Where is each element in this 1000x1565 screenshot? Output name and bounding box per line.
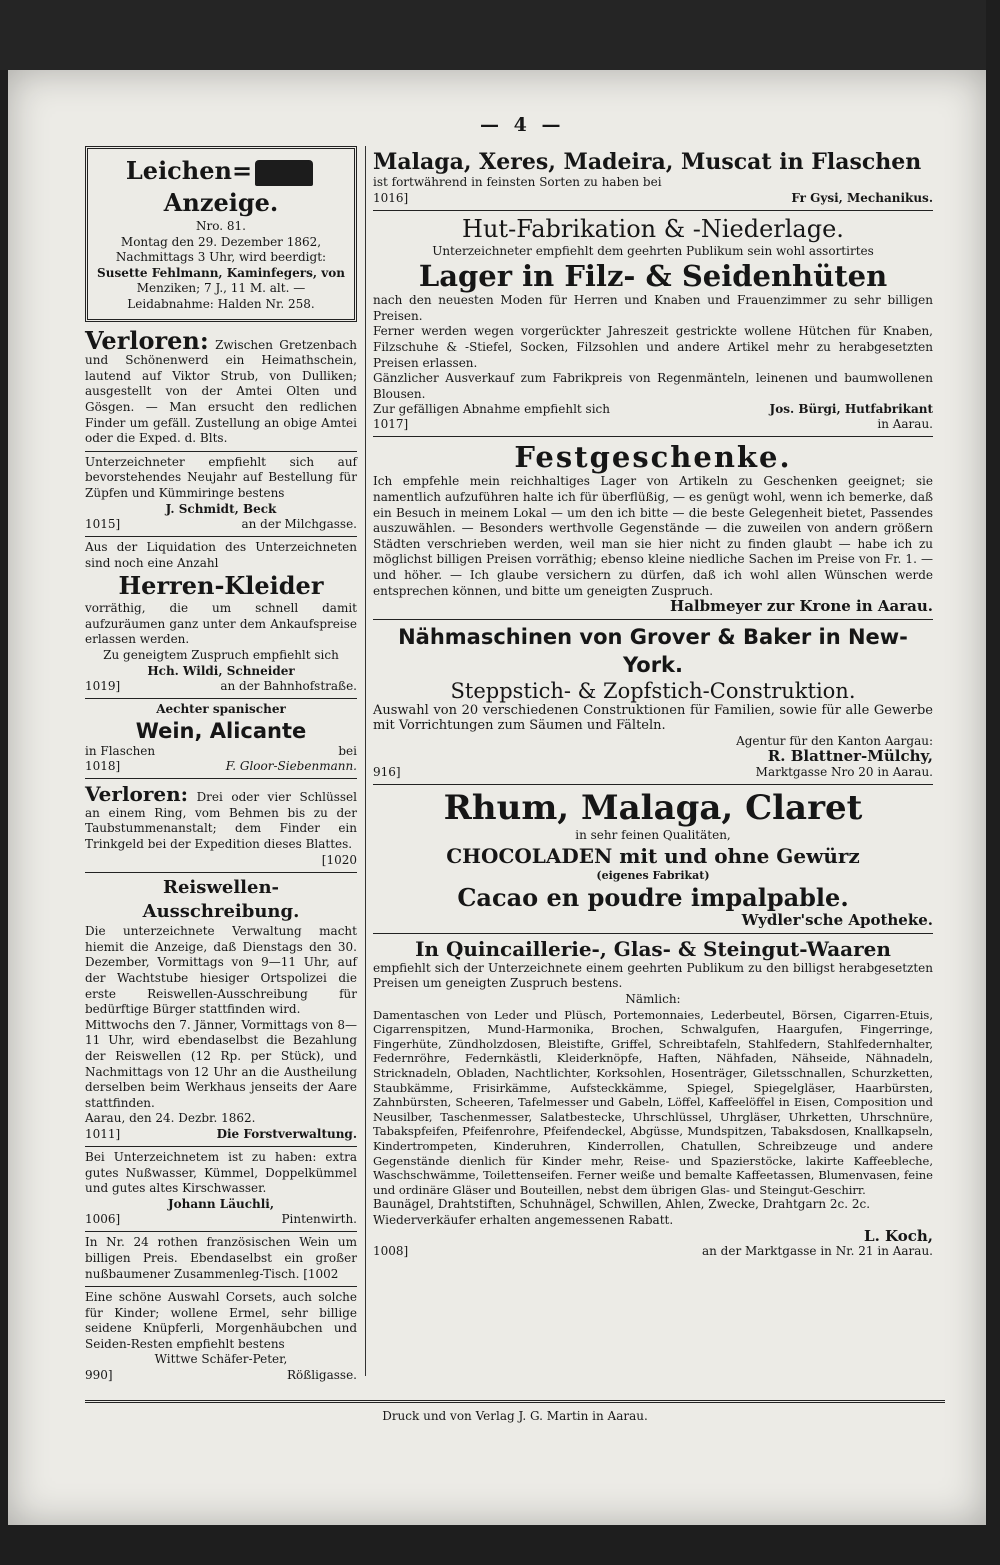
- column-divider: [365, 146, 366, 1376]
- quin-signer: L. Koch,: [864, 1226, 933, 1245]
- ad-verloren-schluessel: [85, 779, 357, 873]
- herren-intro: Aus der Liquidation des Unterzeichneten sind noch eine Anzahl: [85, 540, 357, 570]
- zuepfen-signer: J. Schmidt, Beck: [165, 501, 277, 516]
- ad-number: 1006]: [85, 1212, 121, 1227]
- leichen-line: Nachmittags 3 Uhr, wird beerdigt:: [115, 250, 327, 265]
- naeh-text: Auswahl von 20 verschiedenen Construktionen für Familien, sowie für alle Gewerbe mit Vorrichtungen zum Säumen und Fälteln.: [373, 702, 933, 734]
- page-number: — 4 —: [480, 114, 565, 136]
- hut-text2: Ferner werden wegen vorgerückter Jahreszeit gestrickte wollene Hütchen für Knaben, Filzschuhe & -Stiefel, Socken, Filzsohlen und andere Artikel mehr zu herabgesetzten Preisen erlassen.: [373, 324, 933, 370]
- ad-zuepfen: [85, 452, 357, 537]
- leichen-title-left: Leichen=: [125, 156, 253, 185]
- ad-number: 1015]: [85, 517, 121, 532]
- hut-signer: Jos. Bürgi, Hutfabrikant: [769, 402, 933, 417]
- naeh-head2: Steppstich- & Zopfstich-Construktion.: [450, 678, 856, 703]
- ad-quincaillerie: [373, 934, 933, 1263]
- rhum-line1: in sehr feinen Qualitäten,: [575, 828, 731, 843]
- ad-number: 1018]: [85, 758, 121, 773]
- hut-place: in Aarau.: [877, 417, 933, 432]
- leichen-line: Leidabnahme: Halden Nr. 258.: [127, 296, 315, 311]
- reiswellen-text: Die unterzeichnete Verwaltung macht hiemit die Anzeige, daß Dienstags den 30. Dezember, Vormittags von 9—11 Uhr, auf der Wachtstube hiesiger Ortspolizei die erste Reiswellen-Ausschreibung für bedürftige Bürger stattfinden wird.: [85, 924, 357, 1017]
- newspaper-page: [85, 110, 945, 1423]
- rhum-head2: CHOCOLADEN mit und ohne Gewürz: [446, 843, 860, 868]
- herren-text2: Zu geneigtem Zuspruch empfiehlt sich: [103, 648, 339, 663]
- quin-place: an der Marktgasse in Nr. 21 in Aarau.: [701, 1244, 933, 1259]
- herren-text: vorräthig, die um schnell damit aufzuräumen ganz unter dem Ankaufspreise erlassen werden.: [85, 601, 357, 647]
- ad-festgeschenke: [373, 437, 933, 619]
- nusswasser-signer: Johann Läuchli,: [167, 1196, 275, 1211]
- leichen-line: Montag den 29. Dezember 1862,: [120, 234, 322, 249]
- leichen-nr: Nro. 81.: [196, 219, 246, 233]
- fest-signer: Halbmeyer zur Krone in Aarau.: [670, 597, 933, 616]
- reiswellen-signer: Die Forstverwaltung.: [216, 1126, 357, 1141]
- leichen-line: Susette Fehlmann, Kaminfegers, von: [97, 265, 345, 280]
- coffin-icon: [255, 160, 313, 186]
- rhum-signer: Wydler'sche Apotheke.: [741, 911, 933, 930]
- hut-text4: Zur gefälligen Abnahme empfiehlt sich: [373, 402, 611, 417]
- quin-text3: Wiederverkäufer erhalten angemessenen Rabatt.: [373, 1212, 674, 1227]
- wein-head: Wein, Alicante: [135, 718, 307, 743]
- quin-text: Damentaschen von Leder und Plüsch, Portemonnaies, Lederbeutel, Börsen, Cigarren-Etuis, Cigarrenspitzen, Mund-Harmonika, Brochen, Schwalgufen, Haargufen, Fingerringe, Fingerhüte, Zündholzdosen, Bleistifte, Griffel, Schreibtafeln, Stahlfedern, Stahlfedernhalter, Federnröhre, Federnkästli, Kleiderknöpfe, Haften, Nähfaden, Nähseide, Nähnadeln, Stricknadeln, Obladen, Nachtlichter, Korksohlen, Hosenträger, Giletsschnallen, Schurzketten, Staubkämme, Frisirkämme, Aufsteckkämme, Spiegel, Spiegelgläser, Haarbürsten, Zahnbürsten, Scheeren, Tafelmesser und Gabeln, Löffel, Kaffeelöffel in Eisen, Composition und Neusilber, Taschenmesser, Salatbestecke, Uhrschlüssel, Uhrgläser, Uhrketten, Uhrschnüre, Tabakspfeifen, Pfeifenrohre, Pfeifendeckel, Abgüsse, Mundspitzen, Tabaksdosen, Knallkapseln, Kindertrompeten, Kinderuhren, Kinderrollen, Chatullen, Schreibzeuge und andere Gegenstände dienlich für Kinder mehr, Reise- und Spazierstöcke, lakirte Kaffeebleche, Waschschwämme, Toilettenseifen. Ferner weiße und bemalte Kaffeetassen, Blumenvasen, feine und ordinäre Gläser und Bouteillen, nebst dem übrigen Glas- und Steingut-Geschirr.: [373, 1007, 933, 1197]
- corsets-signer: Wittwe Schäfer-Peter,: [154, 1352, 288, 1367]
- reiswellen-text2: Mittwochs den 7. Jänner, Vormittags von 8—11 Uhr, wird ebendaselbst die Bezahlung der Reiswellen (12 Rp. per Stück), und Nachmittags von 12 Uhr an die Austheilung derselben beim Werkhaus jenseits der Aare stattfinden.: [85, 1017, 357, 1110]
- herren-head: Herren-Kleider: [118, 571, 324, 601]
- ad-number: 990]: [85, 1368, 113, 1383]
- verloren-text: Zwischen Gretzenbach und Schönenwerd ein Heimathschein, lautend auf Viktor Strub, von Dulliken; ausgestellt von der Amtei Olten und Gösgen. — Man ersucht den redlichen Finder um gefäll. Zustellung an obige Amtei oder die Exped. d. Blts.: [85, 337, 357, 446]
- zuepfen-place: an der Milchgasse.: [241, 517, 357, 532]
- quin-naemlich: Nämlich:: [625, 992, 681, 1007]
- rhum-head3: Cacao en poudre impalpable.: [457, 883, 849, 913]
- malaga-signer: Fr Gysi, Mechanikus.: [791, 190, 933, 205]
- verloren2-text: Drei oder vier Schlüssel an einem Ring, vom Behmen bis zu der Taubstummenanstalt; dem Finder ein Trinkgeld bei der Expedition dieses Blattes.: [85, 789, 357, 852]
- ad-number: 1011]: [85, 1126, 121, 1141]
- ad-rhum-malaga-claret: [373, 785, 933, 934]
- fest-head: Festgeschenke.: [514, 440, 792, 475]
- nusswasser-place: Pintenwirth.: [281, 1212, 357, 1227]
- ad-number: 916]: [373, 765, 401, 780]
- corsets-place: Rößligasse.: [286, 1368, 357, 1383]
- quin-text2: Baunägel, Drahtstiften, Schuhnägel, Schwillen, Ahlen, Zwecke, Drahtgarn 2c. 2c.: [373, 1197, 871, 1212]
- hut-head: Hut-Fabrikation & -Niederlage.: [462, 214, 844, 243]
- ad-number: 1019]: [85, 679, 121, 694]
- ad-wein-alicante: [85, 699, 357, 779]
- leichen-title-right: Anzeige.: [163, 188, 279, 217]
- naeh-signer: R. Blattner-Mülchy,: [767, 747, 933, 766]
- hut-head2: Lager in Filz- & Seidenhüten: [418, 259, 888, 294]
- malaga-text: ist fortwährend in feinsten Sorten zu haben bei: [373, 175, 662, 189]
- ad-tisch: [85, 1232, 357, 1287]
- ad-hut-fabrikation: [373, 211, 933, 438]
- right-column: [373, 146, 933, 1263]
- naeh-agency: Agentur für den Kanton Aargau:: [736, 733, 933, 748]
- hut-text: nach den neuesten Moden für Herren und Knaben und Frauenzimmer zu sehr billigen Preisen.: [373, 293, 933, 323]
- ad-number: [1020: [321, 852, 357, 867]
- ad-naehmaschinen: [373, 620, 933, 785]
- ad-verloren-heimathschein: [85, 326, 357, 452]
- ad-herren-kleider: [85, 537, 357, 699]
- ad-corsets: [85, 1287, 357, 1387]
- ad-number: 1016]: [373, 190, 409, 205]
- scan-edge: [0, 0, 986, 70]
- ad-number: 1008]: [373, 1244, 409, 1259]
- reiswellen-date: Aarau, den 24. Dezbr. 1862.: [85, 1111, 256, 1126]
- corsets-text: Eine schöne Auswahl Corsets, auch solche für Kinder; wollene Ermel, sehr billige seidene Knüpferli, Morgenhäubchen und Seiden-Resten empfiehlt bestens: [85, 1290, 357, 1351]
- naeh-place: Marktgasse Nro 20 in Aarau.: [755, 765, 933, 780]
- naeh-head: Nähmaschinen von Grover & Baker in New-York.: [398, 624, 908, 677]
- herren-place: an der Bahnhofstraße.: [220, 679, 357, 694]
- quin-head: In Quincaillerie-, Glas- & Steingut-Waaren: [415, 936, 891, 961]
- leichen-line: Menziken; 7 J., 11 M. alt. —: [136, 281, 306, 296]
- wein-pre: Aechter spanischer: [156, 702, 286, 717]
- hut-intro: Unterzeichneter empfiehlt dem geehrten Publikum sein wohl assortirtes: [432, 243, 874, 258]
- ad-nusswasser: [85, 1147, 357, 1232]
- rhum-head: Rhum, Malaga, Claret: [443, 788, 863, 829]
- rhum-line2: (eigenes Fabrikat): [596, 868, 710, 882]
- verloren-head: Verloren:: [85, 325, 209, 355]
- ad-leichen-anzeige: [85, 146, 357, 322]
- imprint-footer: Druck und von Verlag J. G. Martin in Aarau.: [85, 1400, 945, 1423]
- hut-text3: Gänzlicher Ausverkauf zum Fabrikpreis von Regenmänteln, leinenen und baumwollenen Blousen.: [373, 371, 933, 401]
- reiswellen-head: Reiswellen-Ausschreibung.: [142, 877, 300, 923]
- verloren2-head: Verloren:: [85, 781, 189, 806]
- herren-signer: Hch. Wildi, Schneider: [147, 663, 295, 678]
- quin-intro: empfiehlt sich der Unterzeichnete einem geehrten Publikum zu den billigst herabgesetzten Preisen um geneigten Zuspruch bestens.: [373, 960, 933, 991]
- ad-number: 1017]: [373, 417, 409, 432]
- fest-text: Ich empfehle mein reichhaltiges Lager von Artikeln zu Geschenken geeignet; sie namentlich aufzuführen halte ich für überflüßig, — es genügt wohl, wenn ich bemerke, daß ein Besuch in meinem Lokal — um den ich bitte — die beste Gelegenheit bietet, Passendes auszuwählen. — Besonders werthvolle Gegenstände — die zuweilen von andern größern Städten verschrieben werden, weil man sie hier nicht zu finden glaubt — habe ich zu möglichst billigen Preisen vorräthig; ebenso kleine niedliche Sachen im Preise von Fr. 1. — und höher. — Ich glaube versichern zu dürfen, daß ich wohl allen Wünschen werde entsprechen können, und bitte um geneigten Zuspruch.: [373, 474, 933, 598]
- left-column: [85, 146, 357, 1387]
- tisch-text: In Nr. 24 rothen französischen Wein um billigen Preis. Ebendaselbst ein großer nußbaumener Zusammenleg-Tisch.: [85, 1235, 357, 1281]
- wein-line-right: bei: [338, 743, 357, 758]
- ad-malaga-xeres: [373, 146, 933, 211]
- ad-number: [1002: [303, 1266, 339, 1281]
- nusswasser-text: Bei Unterzeichnetem ist zu haben: extra gutes Nußwasser, Kümmel, Doppelkümmel und gutes altes Kirschwasser.: [85, 1149, 357, 1196]
- malaga-head: Malaga, Xeres, Madeira, Muscat in Flaschen: [373, 149, 922, 175]
- wein-signer: F. Gloor-Siebenmann.: [225, 758, 357, 773]
- wein-line-left: in Flaschen: [85, 743, 156, 758]
- zuepfen-text: Unterzeichneter empfiehlt sich auf bevorstehendes Neujahr auf Bestellung für Züpfen und Kümmiringe bestens: [85, 454, 357, 500]
- ad-reiswellen: [85, 873, 357, 1147]
